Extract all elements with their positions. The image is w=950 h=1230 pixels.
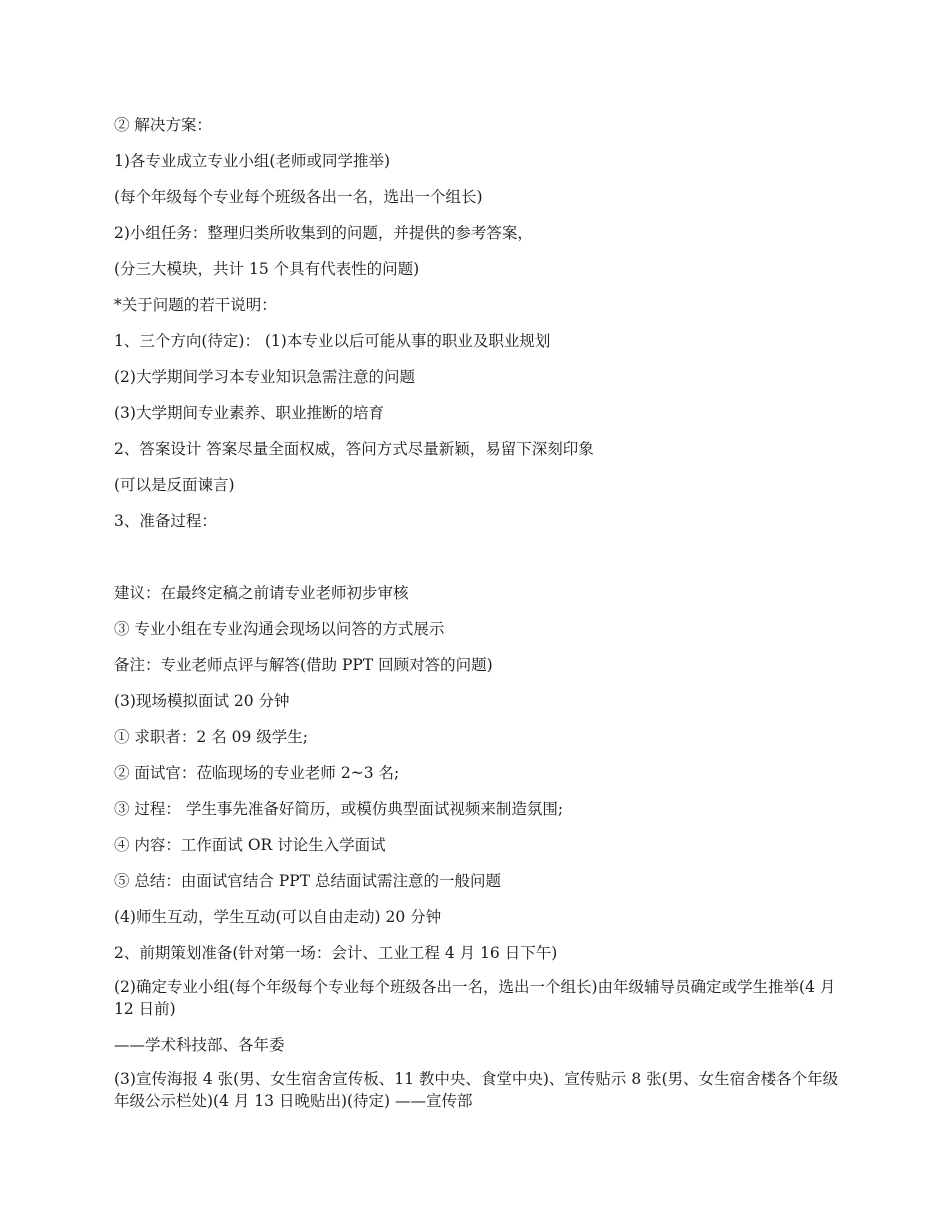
document-body — [114, 112, 839, 1124]
paragraph: (分三大模块，共计 15 个具有代表性的问题) — [114, 260, 420, 278]
paragraph: ④ 内容：工作面试 OR 讨论生入学面试 — [114, 836, 386, 854]
paragraph: (4)师生互动，学生互动(可以自由走动) 20 分钟 — [114, 908, 442, 926]
paragraph: ——学术科技部、各年委 — [114, 1036, 285, 1054]
paragraph: (2)确定专业小组(每个年级每个专业每个班级各出一名，选出一个组长)由年级辅导员确定或学生推举(4 月 12 日前) — [114, 978, 836, 1018]
paragraph: ② 解决方案： — [114, 116, 212, 134]
paragraph: ③ 过程： 学生事先准备好简历，或模仿典型面试视频来制造氛围; — [114, 800, 564, 818]
paragraph: 备注：专业老师点评与解答(借助 PPT 回顾对答的问题) — [114, 656, 493, 674]
paragraph: 3、准备过程： — [114, 512, 217, 530]
blank-space — [114, 544, 839, 580]
paragraph: (每个年级每个专业每个班级各出一名，选出一个组长) — [114, 188, 483, 206]
paragraph: ① 求职者：2 名 09 级学生; — [114, 728, 309, 746]
paragraph: ② 面试官：莅临现场的专业老师 2~3 名; — [114, 764, 400, 782]
paragraph: ⑤ 总结：由面试官结合 PPT 总结面试需注意的一般问题 — [114, 872, 501, 890]
paragraph: (3)现场模拟面试 20 分钟 — [114, 692, 290, 710]
paragraph: *关于问题的若干说明： — [114, 296, 277, 314]
paragraph: 2、前期策划准备(针对第一场：会计、工业工程 4 月 16 日下午) — [114, 944, 558, 962]
paragraph: 2)小组任务：整理归类所收集到的问题，并提供的参考答案， — [114, 224, 533, 242]
paragraph: (3)大学期间专业素养、职业推断的培育 — [114, 404, 384, 422]
paragraph: (2)大学期间学习本专业知识急需注意的问题 — [114, 368, 415, 386]
paragraph: (可以是反面谏言) — [114, 476, 235, 494]
paragraph: 1、三个方向(待定)： (1)本专业以后可能从事的职业及职业规划 — [114, 332, 551, 350]
paragraph: 1)各专业成立专业小组(老师或同学推举) — [114, 152, 391, 170]
paragraph: ③ 专业小组在专业沟通会现场以问答的方式展示 — [114, 620, 445, 638]
paragraph: 2、答案设计 答案尽量全面权威，答问方式尽量新颖，易留下深刻印象 — [114, 440, 594, 458]
paragraph: (3)宣传海报 4 张(男、女生宿舍宣传板、11 教中央、食堂中央)、宣传贴示 8 张(男、女生宿舍楼各个年级年级公示栏处)(4 月 13 日晚贴出)(待定) ——宣传部 — [114, 1070, 839, 1110]
paragraph: 建议：在最终定稿之前请专业老师初步审核 — [114, 584, 409, 602]
